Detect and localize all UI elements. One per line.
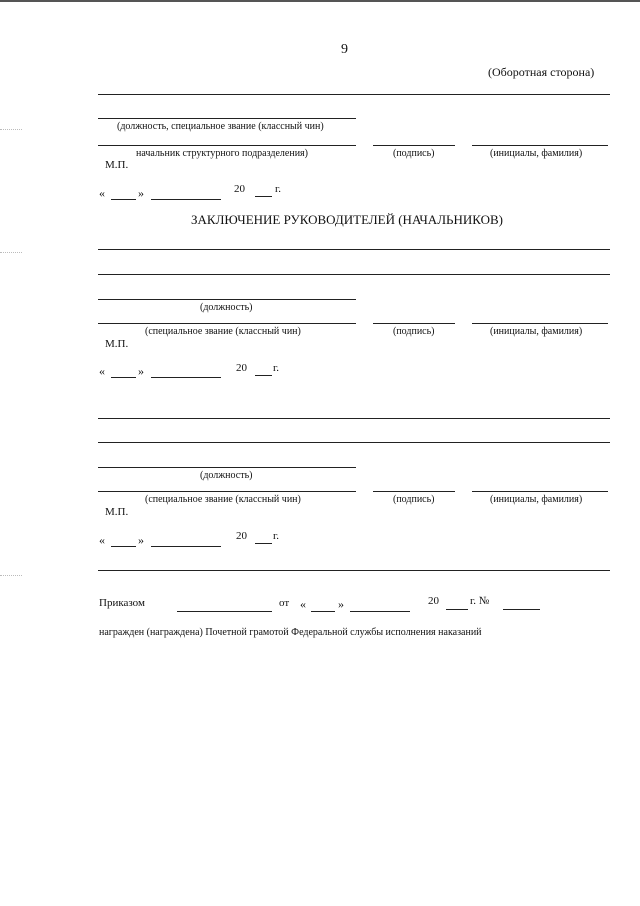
quote-close: » — [138, 364, 144, 378]
year-prefix: 20 — [236, 362, 247, 374]
rank-caption: (специальное звание (классный чин) — [145, 326, 301, 337]
year-suffix: г. — [275, 183, 282, 195]
signature-line — [373, 145, 455, 146]
position-rank-caption: (должность, специальное звание (классный чин) — [117, 121, 324, 132]
name-caption: (инициалы, фамилия) — [490, 326, 583, 337]
margin-mark — [0, 129, 22, 131]
page-top-edge — [0, 0, 640, 2]
rank-line — [98, 323, 356, 324]
day-line — [311, 611, 335, 612]
name-line — [472, 145, 608, 146]
year-suffix: г. — [273, 362, 280, 374]
rank-line — [98, 491, 356, 492]
year-line — [255, 375, 272, 376]
form-line — [98, 442, 610, 443]
head-unit-caption: начальник структурного подразделения) — [136, 148, 308, 159]
stamp-label: М.П. — [105, 506, 129, 518]
month-line — [151, 199, 221, 200]
year-line — [446, 609, 468, 610]
order-issuer-line — [177, 611, 272, 612]
form-line — [98, 418, 610, 419]
month-line — [151, 546, 221, 547]
position-line — [98, 299, 356, 300]
quote-open: « — [99, 533, 105, 547]
award-text: награжден (награждена) Почетной грамотой Федеральной службы исполнения наказаний — [99, 627, 482, 638]
rank-caption: (специальное звание (классный чин) — [145, 494, 301, 505]
order-label: Приказом — [99, 597, 145, 609]
signature-line — [373, 491, 455, 492]
head-unit-line — [98, 145, 356, 146]
name-caption: (инициалы, фамилия) — [490, 148, 583, 159]
quote-close: » — [138, 186, 144, 200]
day-line — [111, 546, 136, 547]
stamp-label: М.П. — [105, 159, 129, 171]
form-line — [98, 274, 610, 275]
section-separator — [98, 570, 610, 571]
quote-open: « — [99, 364, 105, 378]
position-line — [98, 118, 356, 119]
quote-open: « — [99, 186, 105, 200]
margin-mark — [0, 252, 22, 254]
order-number-label: г. № — [470, 595, 490, 607]
position-caption: (должность) — [200, 302, 253, 313]
year-prefix: 20 — [236, 530, 247, 542]
stamp-label: М.П. — [105, 338, 129, 350]
signature-line — [373, 323, 455, 324]
order-number-line — [503, 609, 540, 610]
quote-close: » — [338, 597, 344, 611]
form-line — [98, 249, 610, 250]
year-prefix: 20 — [428, 595, 439, 607]
section-title: ЗАКЛЮЧЕНИЕ РУКОВОДИТЕЛЕЙ (НАЧАЛЬНИКОВ) — [191, 212, 503, 227]
month-line — [350, 611, 410, 612]
signature-caption: (подпись) — [393, 494, 435, 505]
quote-open: « — [300, 597, 306, 611]
position-caption: (должность) — [200, 470, 253, 481]
day-line — [111, 377, 136, 378]
name-line — [472, 323, 608, 324]
month-line — [151, 377, 221, 378]
year-prefix: 20 — [234, 183, 245, 195]
reverse-side-note: (Оборотная сторона) — [488, 65, 595, 79]
margin-mark — [0, 575, 22, 577]
signature-caption: (подпись) — [393, 326, 435, 337]
name-caption: (инициалы, фамилия) — [490, 494, 583, 505]
order-from-label: от — [279, 597, 290, 609]
page-number: 9 — [341, 42, 348, 57]
form-line — [98, 94, 610, 95]
quote-close: » — [138, 533, 144, 547]
day-line — [111, 199, 136, 200]
year-line — [255, 543, 272, 544]
year-line — [255, 196, 272, 197]
signature-caption: (подпись) — [393, 148, 435, 159]
position-line — [98, 467, 356, 468]
name-line — [472, 491, 608, 492]
year-suffix: г. — [273, 530, 280, 542]
